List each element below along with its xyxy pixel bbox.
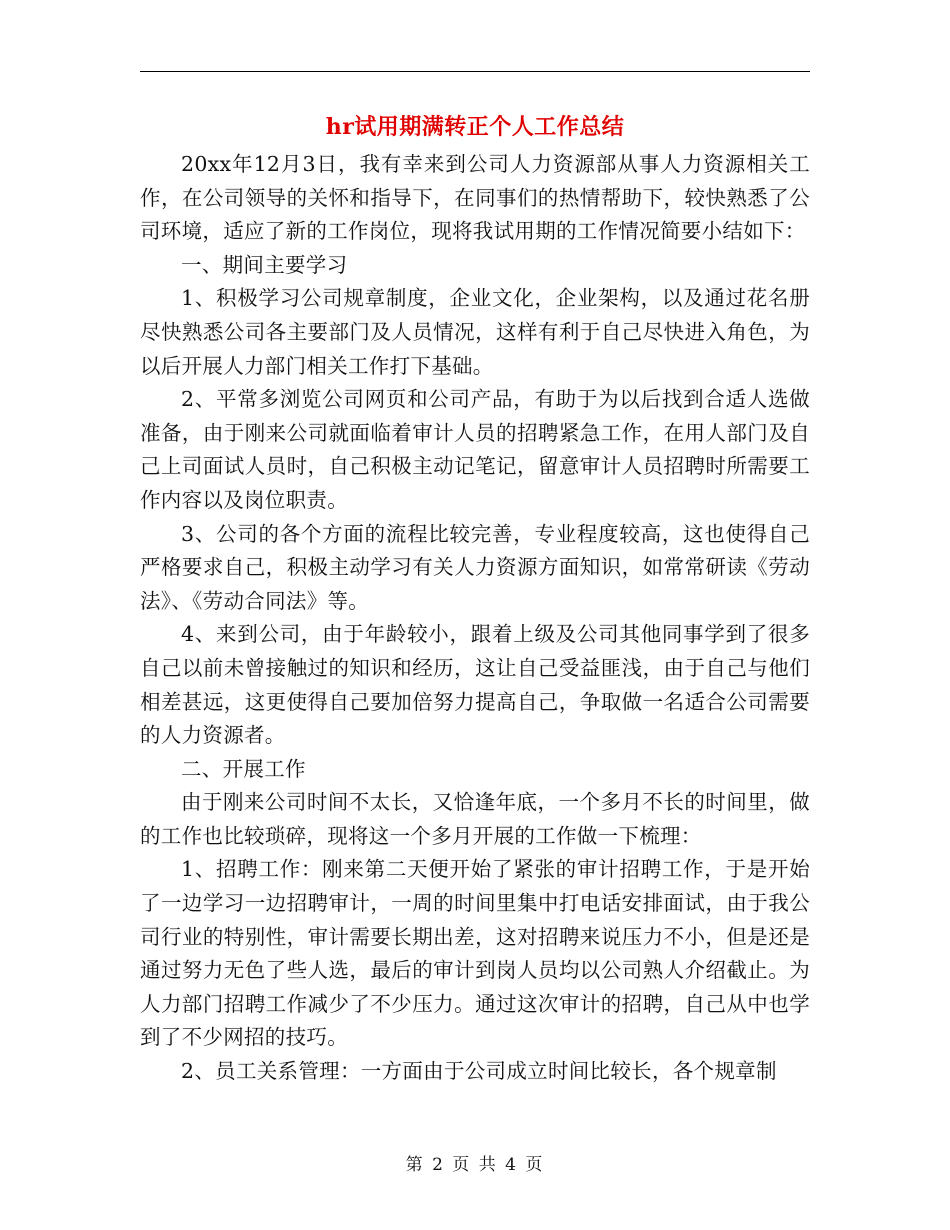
paragraph-work-recruiting: 1、招聘工作：刚来第二天便开始了紧张的审计招聘工作，于是开始了一边学习一边招聘审计，一周的时间里集中打电话安排面试，由于我公司行业的特别性，审计需要长期出差，这对招聘来说压力不小，但是还是通过努力无色了些人选，最后的审计到岗人员均以公司熟人介绍截止。为人力部门招聘工作减少了不少压力。通过这次审计的招聘，自己从中也学到了不少网招的技巧。: [140, 857, 810, 1050]
paragraph-study-4: 4、来到公司，由于年龄较小，跟着上级及公司其他同事学到了很多自己以前未曾接触过的知识和经历，这让自己受益匪浅，由于自己与他们相差甚远，这更使得自己要加倍努力提高自己，争取做一名适合公司需要的人力资源者。: [140, 622, 810, 748]
section-heading-study: 一、期间主要学习: [181, 252, 348, 277]
paragraph-study-2: 2、平常多浏览公司网页和公司产品，有助于为以后找到合适人选做准备，由于刚来公司就面临着审计人员的招聘紧急工作，在用人部门及自己上司面试人员时，自己积极主动记笔记，留意审计人员招聘时所需要工作内容以及岗位职责。: [140, 387, 810, 512]
header-rule: [140, 71, 810, 72]
document-body: [140, 148, 810, 1089]
paragraph-study-1: 1、积极学习公司规章制度，企业文化，企业架构，以及通过花名册尽快熟悉公司各主要部门及人员情况，这样有利于自己尽快进入角色，为以后开展人力部门相关工作打下基础。: [140, 286, 810, 378]
paragraph-study-3: 3、公司的各个方面的流程比较完善，专业程度较高，这也使得自己严格要求自己，积极主动学习有关人力资源方面知识，如常常研读《劳动法》、《劳动合同法》等。: [140, 521, 810, 613]
document-title: hr试用期满转正个人工作总结: [325, 114, 625, 140]
paragraph-work-intro: 由于刚来公司时间不太长，又恰逢年底，一个多月不长的时间里，做的工作也比较琐碎，现将这一个多月开展的工作做一下梳理：: [140, 790, 810, 848]
paragraph-intro: 20xx年12月3日，我有幸来到公司人力资源部从事人力资源相关工作，在公司领导的关怀和指导下，在同事们的热情帮助下，较快熟悉了公司环境，适应了新的工作岗位，现将我试用期的工作情况简要小结如下：: [140, 152, 810, 244]
page-number: 第 2 页 共 4 页: [405, 1155, 545, 1175]
section-heading-work: 二、开展工作: [181, 756, 306, 781]
paragraph-work-employee-relations: 2、员工关系管理：一方面由于公司成立时间比较长，各个规章制: [181, 1059, 777, 1084]
